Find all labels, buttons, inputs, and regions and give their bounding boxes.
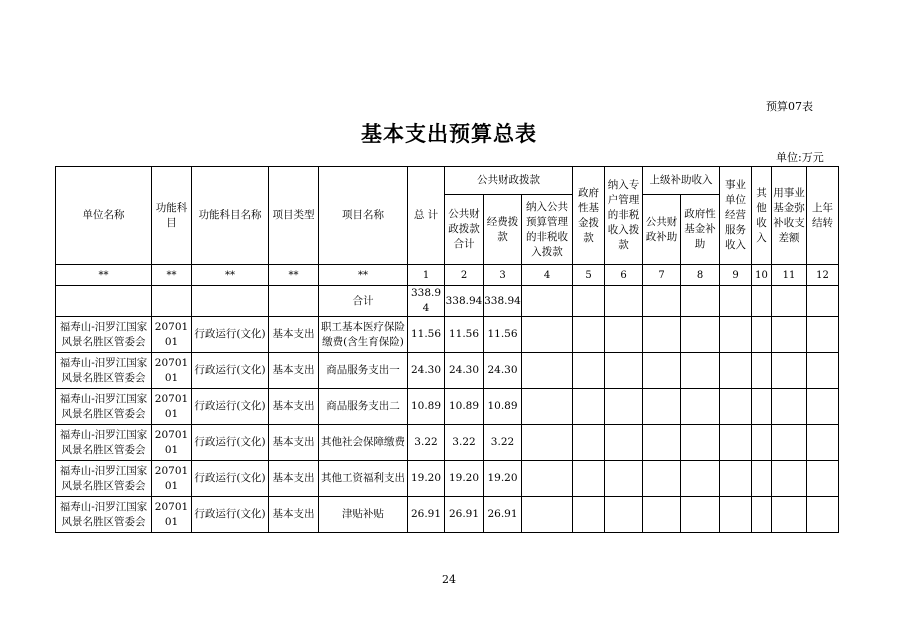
public-total-cell: 10.89 — [445, 389, 484, 425]
func-name-cell: 行政运行(文化) — [192, 317, 269, 353]
header-total: 总 计 — [408, 167, 445, 265]
index-cell: 1 — [408, 265, 445, 286]
funding-cell: 19.20 — [484, 461, 522, 497]
total-cell: 26.91 — [408, 497, 445, 533]
project-name-cell: 其他社会保障缴费 — [319, 425, 408, 461]
header-other-income: 其他收入 — [752, 167, 772, 265]
empty-cell — [605, 425, 643, 461]
empty-cell — [605, 317, 643, 353]
budget-table — [55, 166, 839, 533]
empty-cell — [522, 317, 573, 353]
func-name-cell: 行政运行(文化) — [192, 389, 269, 425]
func-code-cell: 2070101 — [152, 461, 192, 497]
project-type-cell: 基本支出 — [269, 389, 319, 425]
empty-cell — [573, 317, 605, 353]
index-cell: ** — [152, 265, 192, 286]
empty-cell — [522, 425, 573, 461]
funding-cell: 11.56 — [484, 317, 522, 353]
empty-cell — [522, 389, 573, 425]
header-superior-public: 公共财政补助 — [643, 195, 681, 265]
index-cell: 8 — [681, 265, 720, 286]
table-row — [56, 317, 839, 353]
index-cell: 2 — [445, 265, 484, 286]
funding-cell: 24.30 — [484, 353, 522, 389]
project-name-cell: 商品服务支出二 — [319, 389, 408, 425]
empty-cell — [752, 497, 772, 533]
func-name-cell: 行政运行(文化) — [192, 461, 269, 497]
empty-cell — [752, 461, 772, 497]
header-nontax-special: 纳入专户管理的非税收入拨款 — [605, 167, 643, 265]
empty-cell — [681, 317, 720, 353]
header-public-fiscal-total: 公共财政拨款合计 — [445, 195, 484, 265]
project-type-cell: 基本支出 — [269, 497, 319, 533]
empty-cell — [772, 353, 807, 389]
index-cell: 3 — [484, 265, 522, 286]
empty-cell — [522, 461, 573, 497]
empty-cell — [681, 461, 720, 497]
table-row — [56, 389, 839, 425]
header-func-code: 功能科目 — [152, 167, 192, 265]
func-name-cell: 行政运行(文化) — [192, 353, 269, 389]
header-fund-makeup: 用事业基金弥补收支差额 — [772, 167, 807, 265]
header-project-name: 项目名称 — [319, 167, 408, 265]
header-superior-gov-fund: 政府性基金补助 — [681, 195, 720, 265]
index-cell: 11 — [772, 265, 807, 286]
empty-cell — [681, 353, 720, 389]
funding-cell: 26.91 — [484, 497, 522, 533]
empty-cell — [522, 353, 573, 389]
func-code-cell: 2070101 — [152, 425, 192, 461]
sum-total: 338.94 — [408, 286, 445, 317]
index-cell: 7 — [643, 265, 681, 286]
empty-cell — [720, 425, 752, 461]
empty-cell — [807, 317, 839, 353]
table-row — [56, 425, 839, 461]
unit-name-cell: 福寿山-汨罗江国家风景名胜区管委会 — [56, 497, 152, 533]
empty-cell — [573, 353, 605, 389]
project-name-cell: 其他工资福利支出 — [319, 461, 408, 497]
empty-cell — [752, 425, 772, 461]
index-cell: 6 — [605, 265, 643, 286]
empty-cell — [643, 461, 681, 497]
empty-cell — [772, 461, 807, 497]
index-cell: ** — [56, 265, 152, 286]
empty-cell — [772, 317, 807, 353]
empty-cell — [752, 353, 772, 389]
index-cell: ** — [192, 265, 269, 286]
empty-cell — [752, 389, 772, 425]
empty-cell — [807, 461, 839, 497]
table-row — [56, 497, 839, 533]
empty-cell — [681, 389, 720, 425]
empty-cell — [643, 497, 681, 533]
empty-cell — [720, 461, 752, 497]
empty-cell — [643, 317, 681, 353]
unit-name-cell: 福寿山-汨罗江国家风景名胜区管委会 — [56, 461, 152, 497]
project-type-cell: 基本支出 — [269, 461, 319, 497]
empty-cell — [772, 497, 807, 533]
project-name-cell: 津贴补贴 — [319, 497, 408, 533]
func-code-cell: 2070101 — [152, 353, 192, 389]
header-unit-name: 单位名称 — [56, 167, 152, 265]
index-cell: 12 — [807, 265, 839, 286]
public-total-cell: 3.22 — [445, 425, 484, 461]
empty-cell — [605, 353, 643, 389]
sum-funding: 338.94 — [484, 286, 522, 317]
total-cell: 19.20 — [408, 461, 445, 497]
header-funding: 经费拨款 — [484, 195, 522, 265]
index-cell: ** — [269, 265, 319, 286]
table-row — [56, 353, 839, 389]
empty-cell — [605, 461, 643, 497]
header-superior-subsidy: 上级补助收入 — [643, 167, 720, 195]
empty-cell — [522, 497, 573, 533]
header-gov-fund: 政府性基金拨款 — [573, 167, 605, 265]
unit-name-cell: 福寿山-汨罗江国家风景名胜区管委会 — [56, 353, 152, 389]
total-cell: 24.30 — [408, 353, 445, 389]
sum-label: 合计 — [319, 286, 408, 317]
func-code-cell: 2070101 — [152, 389, 192, 425]
page-number: 24 — [442, 573, 456, 586]
empty-cell — [720, 389, 752, 425]
public-total-cell: 26.91 — [445, 497, 484, 533]
func-name-cell: 行政运行(文化) — [192, 425, 269, 461]
index-cell: 9 — [720, 265, 752, 286]
empty-cell — [720, 353, 752, 389]
empty-cell — [772, 389, 807, 425]
project-name-cell: 商品服务支出一 — [319, 353, 408, 389]
header-nontax-in-budget: 纳入公共预算管理的非税收入拨款 — [522, 195, 573, 265]
header-business-income: 事业单位经营服务收入 — [720, 167, 752, 265]
func-name-cell: 行政运行(文化) — [192, 497, 269, 533]
empty-cell — [720, 317, 752, 353]
index-cell: 10 — [752, 265, 772, 286]
index-cell: 5 — [573, 265, 605, 286]
header-carryover: 上年结转 — [807, 167, 839, 265]
unit-name-cell: 福寿山-汨罗江国家风景名胜区管委会 — [56, 389, 152, 425]
total-cell: 3.22 — [408, 425, 445, 461]
table-row — [56, 461, 839, 497]
empty-cell — [681, 497, 720, 533]
empty-cell — [807, 389, 839, 425]
public-total-cell: 11.56 — [445, 317, 484, 353]
empty-cell — [772, 425, 807, 461]
header-project-type: 项目类型 — [269, 167, 319, 265]
empty-cell — [807, 497, 839, 533]
index-row — [56, 265, 839, 286]
project-type-cell: 基本支出 — [269, 353, 319, 389]
unit-name-cell: 福寿山-汨罗江国家风景名胜区管委会 — [56, 425, 152, 461]
form-code: 预算07表 — [766, 100, 813, 113]
funding-cell: 3.22 — [484, 425, 522, 461]
empty-cell — [720, 497, 752, 533]
empty-cell — [643, 425, 681, 461]
empty-cell — [605, 389, 643, 425]
sum-row — [56, 286, 839, 317]
unit-label: 单位:万元 — [776, 151, 824, 164]
empty-cell — [573, 461, 605, 497]
public-total-cell: 24.30 — [445, 353, 484, 389]
empty-cell — [573, 389, 605, 425]
total-cell: 10.89 — [408, 389, 445, 425]
unit-name-cell: 福寿山-汨罗江国家风景名胜区管委会 — [56, 317, 152, 353]
empty-cell — [643, 389, 681, 425]
sum-public-total: 338.94 — [445, 286, 484, 317]
header-func-name: 功能科目名称 — [192, 167, 269, 265]
empty-cell — [807, 353, 839, 389]
func-code-cell: 2070101 — [152, 317, 192, 353]
project-name-cell: 职工基本医疗保险缴费(含生育保险) — [319, 317, 408, 353]
funding-cell: 10.89 — [484, 389, 522, 425]
header-row-1 — [56, 167, 839, 195]
empty-cell — [752, 317, 772, 353]
empty-cell — [605, 497, 643, 533]
page-title: 基本支出预算总表 — [361, 121, 537, 146]
empty-cell — [681, 425, 720, 461]
empty-cell — [573, 425, 605, 461]
empty-cell — [807, 425, 839, 461]
index-cell: ** — [319, 265, 408, 286]
empty-cell — [643, 353, 681, 389]
total-cell: 11.56 — [408, 317, 445, 353]
project-type-cell: 基本支出 — [269, 317, 319, 353]
project-type-cell: 基本支出 — [269, 425, 319, 461]
func-code-cell: 2070101 — [152, 497, 192, 533]
header-public-fiscal: 公共财政拨款 — [445, 167, 573, 195]
table-body — [56, 167, 839, 533]
public-total-cell: 19.20 — [445, 461, 484, 497]
index-cell: 4 — [522, 265, 573, 286]
empty-cell — [573, 497, 605, 533]
